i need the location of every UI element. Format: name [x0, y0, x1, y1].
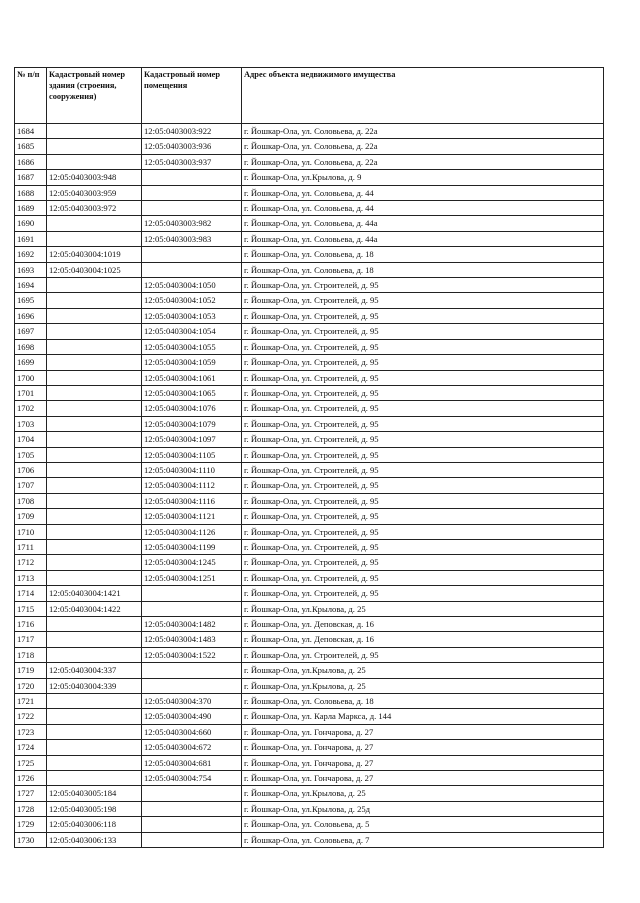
cell-premises-cadastral: 12:05:0403004:1126 — [142, 524, 242, 539]
cell-address: г. Йошкар-Ола, ул.Крылова, д. 25 — [242, 601, 604, 616]
header-number: № п/п — [15, 68, 47, 124]
cell-building-cadastral: 12:05:0403004:1019 — [47, 247, 142, 262]
cell-premises-cadastral: 12:05:0403003:983 — [142, 231, 242, 246]
cell-building-cadastral — [47, 724, 142, 739]
cell-number: 1713 — [15, 570, 47, 585]
cell-premises-cadastral: 12:05:0403004:1110 — [142, 462, 242, 477]
cell-number: 1715 — [15, 601, 47, 616]
cell-building-cadastral — [47, 278, 142, 293]
document-page — [14, 67, 603, 848]
cell-number: 1730 — [15, 832, 47, 847]
cell-building-cadastral: 12:05:0403004:1421 — [47, 586, 142, 601]
table-row — [15, 755, 604, 770]
table-row — [15, 817, 604, 832]
cell-building-cadastral — [47, 231, 142, 246]
cell-premises-cadastral — [142, 601, 242, 616]
cell-address: г. Йошкар-Ола, ул.Крылова, д. 9 — [242, 170, 604, 185]
cell-address: г. Йошкар-Ола, ул. Соловьева, д. 22а — [242, 139, 604, 154]
table-row — [15, 201, 604, 216]
cell-number: 1718 — [15, 647, 47, 662]
table-row — [15, 231, 604, 246]
cell-address: г. Йошкар-Ола, ул. Строителей, д. 95 — [242, 339, 604, 354]
header-premises-cadastral: Кадастровый номер помещения — [142, 68, 242, 124]
cell-number: 1722 — [15, 709, 47, 724]
cell-address: г. Йошкар-Ола, ул. Строителей, д. 95 — [242, 370, 604, 385]
cell-address: г. Йошкар-Ола, ул. Гончарова, д. 27 — [242, 740, 604, 755]
cell-premises-cadastral: 12:05:0403004:370 — [142, 694, 242, 709]
table-row — [15, 154, 604, 169]
table-row — [15, 663, 604, 678]
cell-number: 1690 — [15, 216, 47, 231]
cell-premises-cadastral: 12:05:0403004:1076 — [142, 401, 242, 416]
table-row — [15, 647, 604, 662]
cell-building-cadastral — [47, 401, 142, 416]
cell-address: г. Йошкар-Ола, ул. Строителей, д. 95 — [242, 478, 604, 493]
cell-number: 1703 — [15, 416, 47, 431]
cell-number: 1697 — [15, 324, 47, 339]
cell-building-cadastral — [47, 324, 142, 339]
table-row — [15, 293, 604, 308]
cell-address: г. Йошкар-Ола, ул. Соловьева, д. 18 — [242, 694, 604, 709]
table-row — [15, 740, 604, 755]
table-row — [15, 586, 604, 601]
cell-number: 1685 — [15, 139, 47, 154]
cell-premises-cadastral: 12:05:0403004:1059 — [142, 355, 242, 370]
cell-premises-cadastral: 12:05:0403004:1116 — [142, 493, 242, 508]
cell-premises-cadastral: 12:05:0403004:1112 — [142, 478, 242, 493]
cell-building-cadastral — [47, 632, 142, 647]
cell-building-cadastral: 12:05:0403006:133 — [47, 832, 142, 847]
cell-address: г. Йошкар-Ола, ул. Строителей, д. 95 — [242, 447, 604, 462]
table-row — [15, 262, 604, 277]
cell-number: 1712 — [15, 555, 47, 570]
table-row — [15, 355, 604, 370]
cell-address: г. Йошкар-Ола, ул. Строителей, д. 95 — [242, 432, 604, 447]
cell-building-cadastral — [47, 694, 142, 709]
table-row — [15, 385, 604, 400]
cell-address: г. Йошкар-Ола, ул. Строителей, д. 95 — [242, 324, 604, 339]
cell-number: 1719 — [15, 663, 47, 678]
cell-premises-cadastral — [142, 786, 242, 801]
cell-number: 1704 — [15, 432, 47, 447]
cell-building-cadastral — [47, 647, 142, 662]
cell-number: 1705 — [15, 447, 47, 462]
cell-number: 1693 — [15, 262, 47, 277]
cell-number: 1727 — [15, 786, 47, 801]
cell-premises-cadastral: 12:05:0403004:1199 — [142, 539, 242, 554]
cell-address: г. Йошкар-Ола, ул. Соловьева, д. 18 — [242, 247, 604, 262]
table-row — [15, 724, 604, 739]
table-row — [15, 493, 604, 508]
cell-number: 1688 — [15, 185, 47, 200]
cell-address: г. Йошкар-Ола, ул.Крылова, д. 25д — [242, 801, 604, 816]
table-row — [15, 324, 604, 339]
cell-building-cadastral — [47, 740, 142, 755]
cell-address: г. Йошкар-Ола, ул. Строителей, д. 95 — [242, 462, 604, 477]
cell-number: 1710 — [15, 524, 47, 539]
cell-number: 1702 — [15, 401, 47, 416]
table-row — [15, 617, 604, 632]
cell-address: г. Йошкар-Ола, ул. Строителей, д. 95 — [242, 539, 604, 554]
table-row — [15, 462, 604, 477]
table-row — [15, 524, 604, 539]
cell-premises-cadastral — [142, 185, 242, 200]
cell-number: 1684 — [15, 124, 47, 139]
cell-address: г. Йошкар-Ола, ул. Деповская, д. 16 — [242, 632, 604, 647]
cell-building-cadastral — [47, 509, 142, 524]
cell-premises-cadastral — [142, 817, 242, 832]
cell-number: 1694 — [15, 278, 47, 293]
cell-premises-cadastral — [142, 801, 242, 816]
table-row — [15, 478, 604, 493]
cell-address: г. Йошкар-Ола, ул. Строителей, д. 95 — [242, 647, 604, 662]
cell-building-cadastral — [47, 570, 142, 585]
cell-premises-cadastral: 12:05:0403004:1065 — [142, 385, 242, 400]
cell-premises-cadastral: 12:05:0403004:1097 — [142, 432, 242, 447]
cell-number: 1721 — [15, 694, 47, 709]
cell-number: 1696 — [15, 308, 47, 323]
cell-premises-cadastral — [142, 663, 242, 678]
cell-premises-cadastral: 12:05:0403004:1055 — [142, 339, 242, 354]
table-row — [15, 416, 604, 431]
cell-premises-cadastral: 12:05:0403004:660 — [142, 724, 242, 739]
cell-address: г. Йошкар-Ола, ул.Крылова, д. 25 — [242, 663, 604, 678]
cell-address: г. Йошкар-Ола, ул. Строителей, д. 95 — [242, 401, 604, 416]
cell-building-cadastral: 12:05:0403003:959 — [47, 185, 142, 200]
cell-premises-cadastral: 12:05:0403004:1105 — [142, 447, 242, 462]
cell-premises-cadastral: 12:05:0403004:1251 — [142, 570, 242, 585]
header-address: Адрес объекта недвижимого имущества — [242, 68, 604, 124]
cell-building-cadastral: 12:05:0403003:972 — [47, 201, 142, 216]
cell-number: 1726 — [15, 771, 47, 786]
cell-number: 1709 — [15, 509, 47, 524]
table-row — [15, 278, 604, 293]
cell-building-cadastral: 12:05:0403004:1422 — [47, 601, 142, 616]
cell-building-cadastral — [47, 293, 142, 308]
cell-building-cadastral — [47, 308, 142, 323]
table-body — [15, 124, 604, 848]
table-row — [15, 601, 604, 616]
cell-address: г. Йошкар-Ола, ул. Строителей, д. 95 — [242, 293, 604, 308]
cell-building-cadastral — [47, 339, 142, 354]
cell-number: 1728 — [15, 801, 47, 816]
cell-number: 1686 — [15, 154, 47, 169]
cell-building-cadastral — [47, 771, 142, 786]
cell-building-cadastral — [47, 493, 142, 508]
cell-building-cadastral — [47, 216, 142, 231]
cell-premises-cadastral: 12:05:0403004:1245 — [142, 555, 242, 570]
cell-number: 1729 — [15, 817, 47, 832]
cell-premises-cadastral: 12:05:0403004:672 — [142, 740, 242, 755]
table-row — [15, 308, 604, 323]
cell-premises-cadastral: 12:05:0403003:936 — [142, 139, 242, 154]
cell-building-cadastral: 12:05:0403005:198 — [47, 801, 142, 816]
table-row — [15, 216, 604, 231]
cell-address: г. Йошкар-Ола, ул. Соловьева, д. 22а — [242, 124, 604, 139]
table-row — [15, 539, 604, 554]
table-row — [15, 678, 604, 693]
table-row — [15, 447, 604, 462]
cell-building-cadastral — [47, 124, 142, 139]
cell-premises-cadastral — [142, 201, 242, 216]
table-row — [15, 694, 604, 709]
cell-address: г. Йошкар-Ола, ул. Строителей, д. 95 — [242, 509, 604, 524]
cell-building-cadastral — [47, 555, 142, 570]
cell-address: г. Йошкар-Ола, ул. Строителей, д. 95 — [242, 493, 604, 508]
table-row — [15, 555, 604, 570]
cell-number: 1700 — [15, 370, 47, 385]
table-row — [15, 139, 604, 154]
cell-number: 1707 — [15, 478, 47, 493]
cell-building-cadastral — [47, 617, 142, 632]
cell-address: г. Йошкар-Ола, ул. Гончарова, д. 27 — [242, 755, 604, 770]
cell-building-cadastral: 12:05:0403004:1025 — [47, 262, 142, 277]
cell-building-cadastral — [47, 370, 142, 385]
cell-number: 1689 — [15, 201, 47, 216]
cell-address: г. Йошкар-Ола, ул. Строителей, д. 95 — [242, 555, 604, 570]
cell-building-cadastral: 12:05:0403004:337 — [47, 663, 142, 678]
cell-address: г. Йошкар-Ола, ул. Деповская, д. 16 — [242, 617, 604, 632]
cell-address: г. Йошкар-Ола, ул. Строителей, д. 95 — [242, 416, 604, 431]
cell-address: г. Йошкар-Ола, ул. Соловьева, д. 18 — [242, 262, 604, 277]
cell-building-cadastral — [47, 447, 142, 462]
cell-premises-cadastral — [142, 832, 242, 847]
cell-premises-cadastral — [142, 678, 242, 693]
cell-building-cadastral — [47, 755, 142, 770]
cell-number: 1695 — [15, 293, 47, 308]
cell-address: г. Йошкар-Ола, ул. Строителей, д. 95 — [242, 586, 604, 601]
table-row — [15, 339, 604, 354]
table-row — [15, 832, 604, 847]
cell-address: г. Йошкар-Ола, ул. Строителей, д. 95 — [242, 385, 604, 400]
table-row — [15, 124, 604, 139]
table-row — [15, 632, 604, 647]
cell-premises-cadastral: 12:05:0403004:1053 — [142, 308, 242, 323]
cell-address: г. Йошкар-Ола, ул. Гончарова, д. 27 — [242, 724, 604, 739]
cell-building-cadastral — [47, 432, 142, 447]
cell-number: 1708 — [15, 493, 47, 508]
cell-premises-cadastral: 12:05:0403004:1483 — [142, 632, 242, 647]
cell-premises-cadastral: 12:05:0403003:937 — [142, 154, 242, 169]
cell-premises-cadastral — [142, 586, 242, 601]
cell-premises-cadastral — [142, 262, 242, 277]
cell-number: 1716 — [15, 617, 47, 632]
cell-address: г. Йошкар-Ола, ул. Строителей, д. 95 — [242, 570, 604, 585]
cell-address: г. Йошкар-Ола, ул. Соловьева, д. 44 — [242, 185, 604, 200]
header-building-cadastral: Кадастровый номер здания (строения, сооружения) — [47, 68, 142, 124]
cell-building-cadastral: 12:05:0403003:948 — [47, 170, 142, 185]
cell-premises-cadastral: 12:05:0403003:982 — [142, 216, 242, 231]
cell-number: 1692 — [15, 247, 47, 262]
cell-premises-cadastral: 12:05:0403003:922 — [142, 124, 242, 139]
cell-number: 1691 — [15, 231, 47, 246]
cell-building-cadastral: 12:05:0403005:184 — [47, 786, 142, 801]
cell-premises-cadastral: 12:05:0403004:1061 — [142, 370, 242, 385]
cell-premises-cadastral: 12:05:0403004:1079 — [142, 416, 242, 431]
cell-address: г. Йошкар-Ола, ул. Гончарова, д. 27 — [242, 771, 604, 786]
table-row — [15, 432, 604, 447]
table-row — [15, 709, 604, 724]
cell-address: г. Йошкар-Ола, ул. Соловьева, д. 7 — [242, 832, 604, 847]
cell-building-cadastral: 12:05:0403006:118 — [47, 817, 142, 832]
cell-building-cadastral — [47, 539, 142, 554]
table-header-row — [15, 68, 604, 124]
cell-premises-cadastral — [142, 170, 242, 185]
cell-building-cadastral — [47, 355, 142, 370]
cell-premises-cadastral: 12:05:0403004:1052 — [142, 293, 242, 308]
property-table — [14, 67, 604, 848]
cell-premises-cadastral: 12:05:0403004:1522 — [142, 647, 242, 662]
cell-number: 1698 — [15, 339, 47, 354]
cell-building-cadastral: 12:05:0403004:339 — [47, 678, 142, 693]
cell-number: 1720 — [15, 678, 47, 693]
cell-address: г. Йошкар-Ола, ул. Соловьева, д. 44 — [242, 201, 604, 216]
cell-number: 1724 — [15, 740, 47, 755]
cell-address: г. Йошкар-Ола, ул. Соловьева, д. 5 — [242, 817, 604, 832]
cell-building-cadastral — [47, 478, 142, 493]
table-row — [15, 401, 604, 416]
cell-address: г. Йошкар-Ола, ул. Карла Маркса, д. 144 — [242, 709, 604, 724]
cell-address: г. Йошкар-Ола, ул. Строителей, д. 95 — [242, 308, 604, 323]
cell-address: г. Йошкар-Ола, ул. Соловьева, д. 22а — [242, 154, 604, 169]
cell-address: г. Йошкар-Ола, ул. Строителей, д. 95 — [242, 524, 604, 539]
table-row — [15, 170, 604, 185]
cell-address: г. Йошкар-Ола, ул.Крылова, д. 25 — [242, 678, 604, 693]
cell-premises-cadastral: 12:05:0403004:490 — [142, 709, 242, 724]
cell-building-cadastral — [47, 154, 142, 169]
cell-address: г. Йошкар-Ола, ул. Строителей, д. 95 — [242, 278, 604, 293]
cell-number: 1717 — [15, 632, 47, 647]
cell-building-cadastral — [47, 139, 142, 154]
table-row — [15, 786, 604, 801]
cell-number: 1711 — [15, 539, 47, 554]
cell-premises-cadastral: 12:05:0403004:681 — [142, 755, 242, 770]
cell-number: 1714 — [15, 586, 47, 601]
cell-address: г. Йошкар-Ола, ул.Крылова, д. 25 — [242, 786, 604, 801]
table-row — [15, 570, 604, 585]
cell-number: 1725 — [15, 755, 47, 770]
cell-address: г. Йошкар-Ола, ул. Соловьева, д. 44а — [242, 216, 604, 231]
table-row — [15, 370, 604, 385]
cell-premises-cadastral: 12:05:0403004:1121 — [142, 509, 242, 524]
table-row — [15, 771, 604, 786]
cell-number: 1701 — [15, 385, 47, 400]
cell-premises-cadastral: 12:05:0403004:1482 — [142, 617, 242, 632]
table-row — [15, 509, 604, 524]
cell-number: 1706 — [15, 462, 47, 477]
cell-number: 1687 — [15, 170, 47, 185]
table-row — [15, 185, 604, 200]
cell-address: г. Йошкар-Ола, ул. Строителей, д. 95 — [242, 355, 604, 370]
cell-premises-cadastral: 12:05:0403004:754 — [142, 771, 242, 786]
cell-building-cadastral — [47, 709, 142, 724]
cell-building-cadastral — [47, 416, 142, 431]
cell-number: 1723 — [15, 724, 47, 739]
cell-address: г. Йошкар-Ола, ул. Соловьева, д. 44а — [242, 231, 604, 246]
cell-number: 1699 — [15, 355, 47, 370]
cell-premises-cadastral — [142, 247, 242, 262]
cell-premises-cadastral: 12:05:0403004:1050 — [142, 278, 242, 293]
cell-building-cadastral — [47, 524, 142, 539]
table-row — [15, 801, 604, 816]
cell-building-cadastral — [47, 462, 142, 477]
cell-premises-cadastral: 12:05:0403004:1054 — [142, 324, 242, 339]
cell-building-cadastral — [47, 385, 142, 400]
table-row — [15, 247, 604, 262]
